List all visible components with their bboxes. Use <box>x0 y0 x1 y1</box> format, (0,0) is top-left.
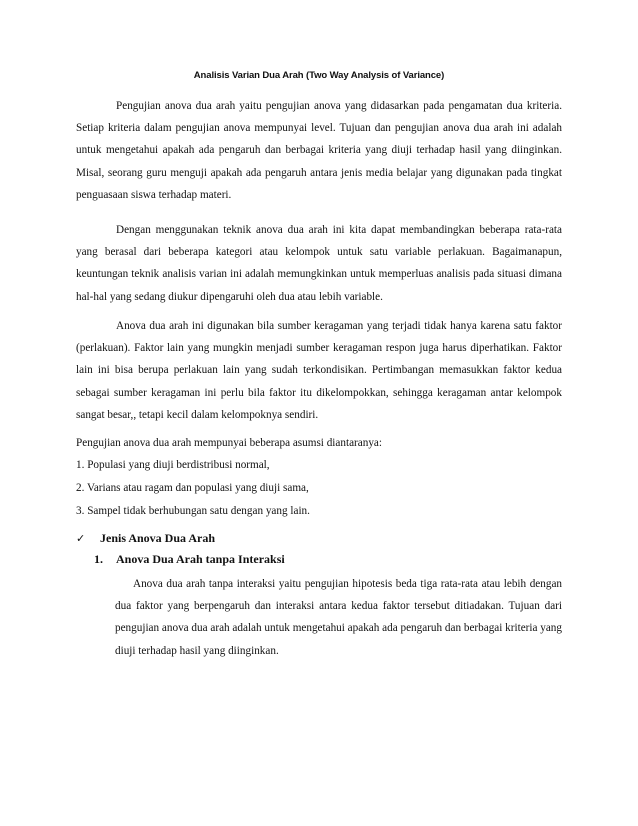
section-heading <box>76 529 215 548</box>
section-heading-text: Jenis Anova Dua Arah <box>100 531 216 545</box>
subsection-body: Anova dua arah tanpa interaksi yaitu pengujian hipotesis beda tiga rata-rata atau lebih dengan dua faktor yang berpengaruh dan interaksi antara kedua faktor tersebut ditiadakan. Tujuan dari pengujian anova dua arah adalah untuk mengetahui apakah ada pengaruh dan berbagai kriteria yang diuji terhadap hasil yang diinginkan. <box>115 578 562 657</box>
assumption-item: 1. Populasi yang diuji berdistribusi normal, <box>76 459 270 471</box>
subsection-heading-text: Anova Dua Arah tanpa Interaksi <box>116 552 285 566</box>
paragraph-intro: Pengujian anova dua arah yaitu pengujian anova yang didasarkan pada pengamatan dua kriteria. Setiap kriteria dalam pengujian anova mempunyai level. Tujuan dan pengujian anova dua arah ini adalah untuk mengetahui apakah ada pengaruh dan berbagai kriteria yang diuji terhadap hasil yang diinginkan. Misal, seorang guru menguji apakah ada pengaruh antara jenis media belajar yang digunakan pada tingkat penguasaan siswa terhadap materi. <box>76 100 562 201</box>
paragraph-assumptions-intro: Pengujian anova dua arah mempunyai beberapa asumsi diantaranya: <box>76 437 382 449</box>
subsection-number: 1. <box>94 552 103 566</box>
paragraph-comparison: Dengan menggunakan teknik anova dua arah ini kita dapat membandingkan beberapa rata-rata yang berasal dari beberapa kategori atau kelompok untuk satu variable perlakuan. Bagaimanapun, keuntungan teknik analisis varian ini adalah memungkinkan untuk memperluas analisis pada situasi dimana hal-hal yang sedang diukur dipengaruhi oleh dua atau lebih variable. <box>76 224 562 303</box>
subsection-heading <box>94 550 285 568</box>
assumption-item: 2. Varians atau ragam dan populasi yang diuji sama, <box>76 482 309 494</box>
document-title: Analisis Varian Dua Arah (Two Way Analysis of Variance) <box>193 70 445 81</box>
checkmark-icon: ✓ <box>76 532 86 545</box>
assumption-item: 3. Sampel tidak berhubungan satu dengan yang lain. <box>76 505 310 517</box>
paragraph-usage: Anova dua arah ini digunakan bila sumber keragaman yang terjadi tidak hanya karena satu faktor (perlakuan). Faktor lain yang mungkin menjadi sumber keragaman respon juga harus diperhatikan. Faktor lain ini bisa berupa perlakuan lain yang sudah terkondisikan. Pertimbangan memasukkan faktor kedua sebagai sumber keragaman ini perlu bila faktor itu dikelompokkan, sehingga keragaman antar kelompok sangat besar,, tetapi kecil dalam kelompoknya sendiri. <box>76 320 562 421</box>
